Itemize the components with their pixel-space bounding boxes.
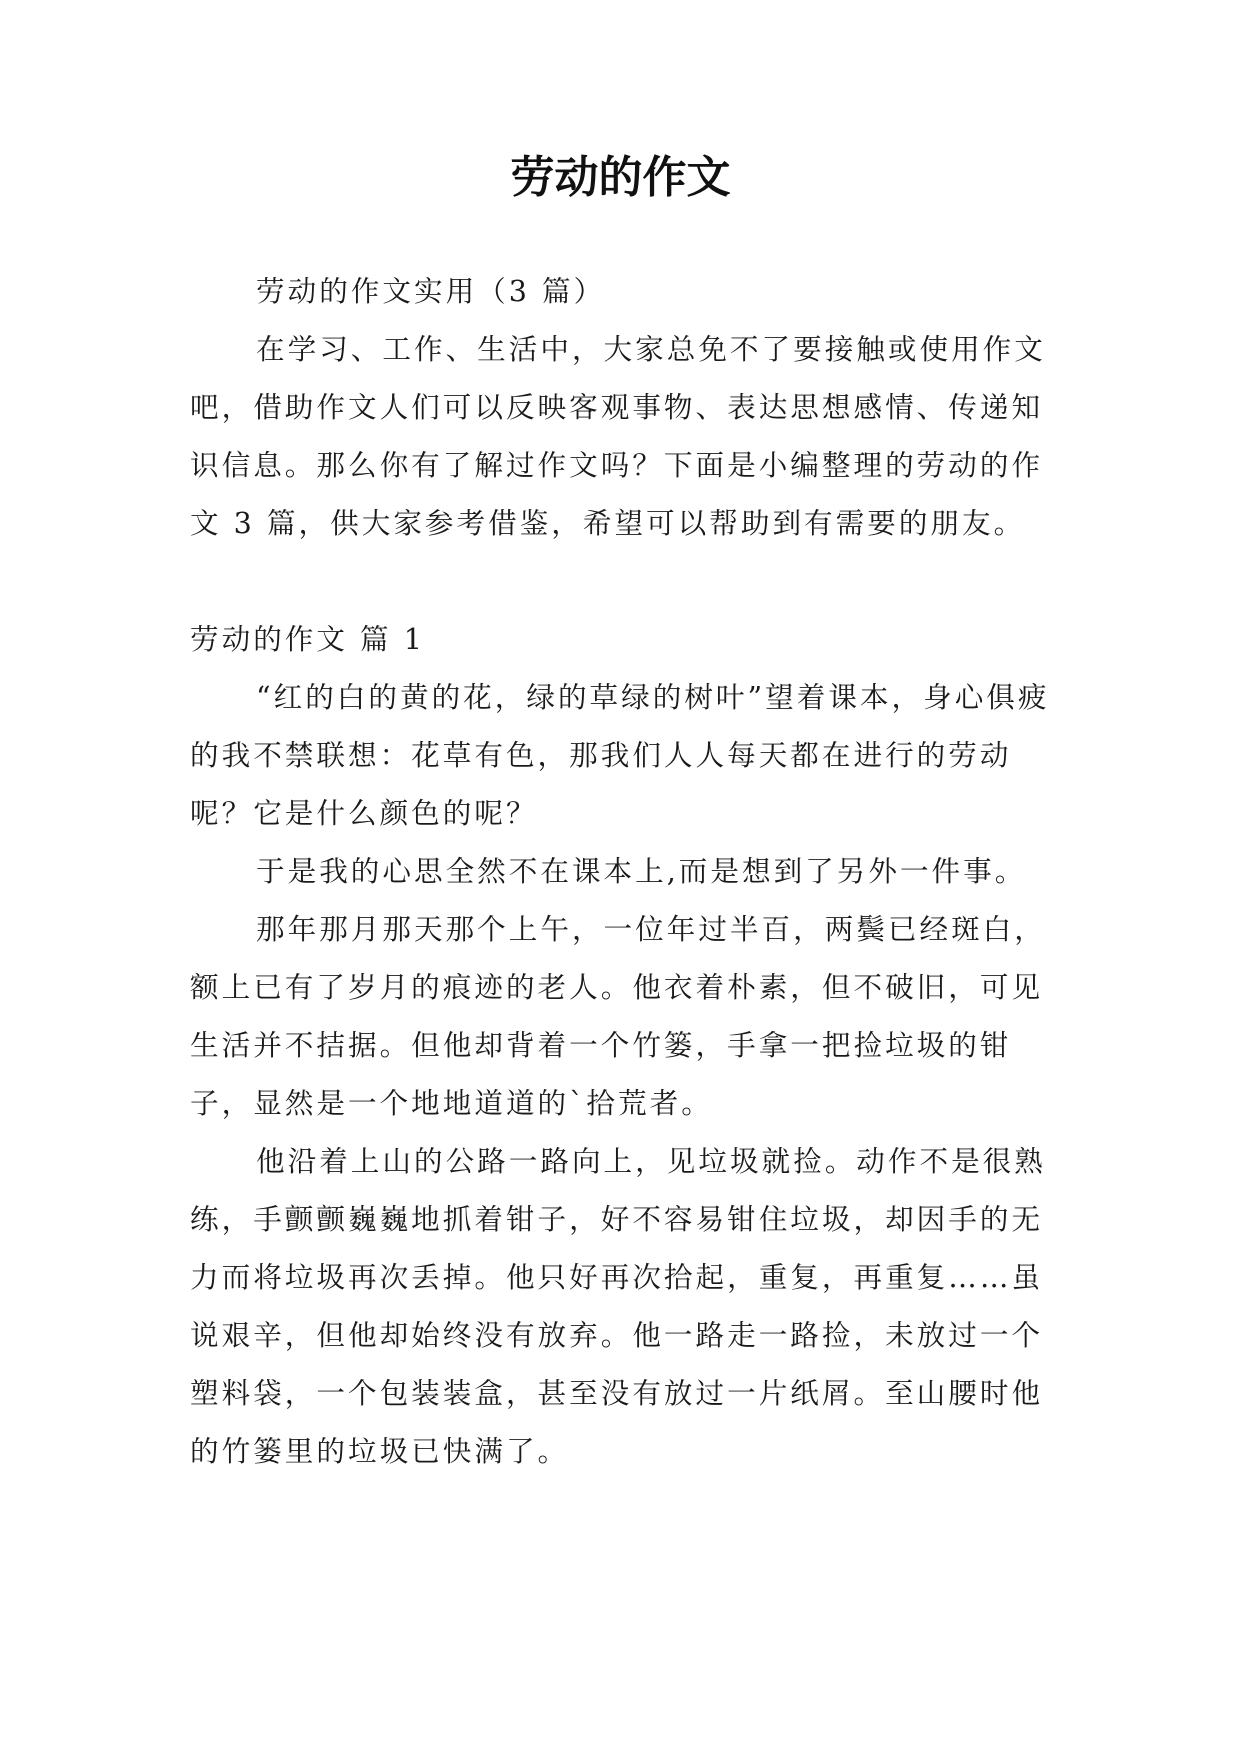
intro-paragraph: 在学习、工作、生活中，大家总免不了要接触或使用作文吧，借助作文人们可以反映客观事物、表达思想感情、传递知识信息。那么你有了解过作文吗？下面是小编整理的劳动的作文 3 篇，供大家参考借鉴，希望可以帮助到有需要的朋友。 xyxy=(190,332,1046,540)
body-paragraph: 那年那月那天那个上午，一位年过半百，两鬓已经斑白，额上已有了岁月的痕迹的老人。他衣着朴素，但不破旧，可见生活并不拮据。但他却背着一个竹篓，手拿一把捡垃圾的钳子，显然是一个地地道道的`拾荒者。 xyxy=(190,912,1046,1120)
section-heading: 劳动的作文 篇 1 xyxy=(190,622,425,656)
document-title: 劳动的作文 xyxy=(510,152,731,203)
body-paragraph: “红的白的黄的花，绿的草绿的树叶”望着课本，身心俱疲的我不禁联想：花草有色，那我们人人每天都在进行的劳动呢？它是什么颜色的呢？ xyxy=(190,680,1050,830)
document-subtitle: 劳动的作文实用（3 篇） xyxy=(256,274,606,308)
body-paragraph: 他沿着上山的公路一路向上，见垃圾就捡。动作不是很熟练，手颤颤巍巍地抓着钳子，好不容易钳住垃圾，却因手的无力而将垃圾再次丢掉。他只好再次拾起，重复，再重复……虽说艰辛，但他却始终没有放弃。他一路走一路捡，未放过一个塑料袋，一个包装装盒，甚至没有放过一片纸屑。至山腰时他的竹篓里的垃圾已快满了。 xyxy=(190,1144,1046,1468)
body-paragraph: 于是我的心思全然不在课本上,而是想到了另外一件事。 xyxy=(256,854,1027,888)
section-spacer xyxy=(190,552,1062,610)
document-body xyxy=(190,262,1062,1480)
